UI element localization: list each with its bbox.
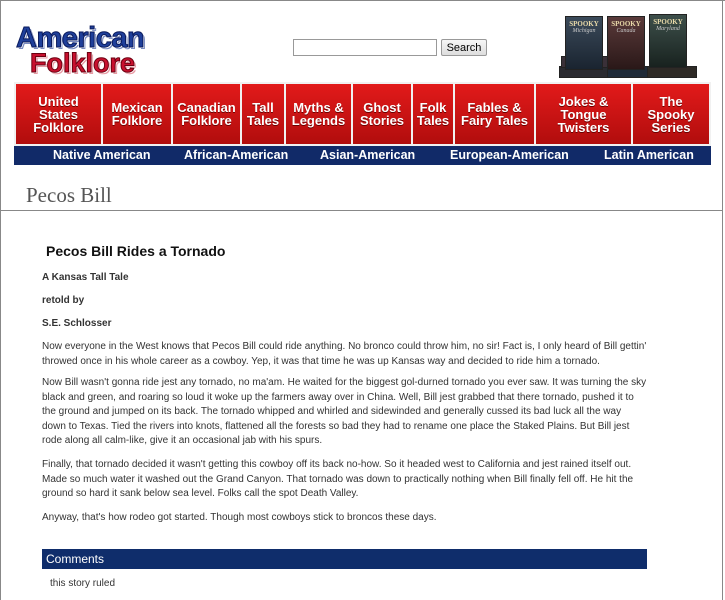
nav-tall-tales[interactable]: Tall Tales bbox=[242, 84, 284, 144]
search-button[interactable]: Search bbox=[441, 39, 487, 56]
comment-item: this story ruled bbox=[50, 578, 116, 589]
sub-nav bbox=[14, 146, 711, 165]
nav-fables-fairy-tales[interactable]: Fables & Fairy Tales bbox=[455, 84, 534, 144]
comments-label: Comments bbox=[46, 552, 105, 566]
story-retold-by: retold by bbox=[42, 295, 85, 306]
book-cover bbox=[649, 14, 687, 68]
logo-folklore: Folklore bbox=[30, 48, 136, 78]
subnav-latin-american[interactable]: Latin American bbox=[604, 148, 694, 162]
story-title: Pecos Bill Rides a Tornado bbox=[46, 243, 226, 259]
book-subtitle: Canada bbox=[616, 28, 636, 34]
comments-header bbox=[42, 549, 647, 569]
subnav-native-american[interactable]: Native American bbox=[53, 148, 151, 162]
nav-folk-tales[interactable]: Folk Tales bbox=[413, 84, 453, 144]
nav-spooky-series[interactable]: The Spooky Series bbox=[633, 84, 709, 144]
story-author: S.E. Schlosser bbox=[42, 318, 112, 329]
story-paragraph: Now Bill wasn't gonna ride jest any tornado, no ma'am. He waited for the biggest gol-durned tornado you ever saw. It was turning the sky black and green, and roaring so loud it woke up the farmers away over in China. Well, Bill jest grabbed that there tornado, pushed it to the ground and jumped on its back. The tornado whipped and whirled and sidewinded and generally cussed its bad luck all the way down to Texas. Tied the rivers into knots, flattened all the forests so bad they had to rename one place the Staked Plains. But Bill jest rode along all calm-like, give it an occasional jab with his spurs. bbox=[42, 377, 647, 446]
main-nav bbox=[14, 82, 711, 146]
story-paragraph: Finally, that tornado decided it wasn't getting this cowboy off its back no-how. So it headed west to California and jest rained itself out. Made so much water it washed out the Grand Canyon. That tornado was down to practically nothing when Bill finally fell off. He hit the ground so hard it sank below sea level. Folks call the spot Death Valley. bbox=[42, 459, 634, 499]
book-title: SPOOKY bbox=[569, 20, 599, 28]
subnav-european-american[interactable]: European-American bbox=[450, 148, 569, 162]
book-title: SPOOKY bbox=[611, 20, 641, 28]
book-cover bbox=[607, 16, 645, 70]
book-title: SPOOKY bbox=[653, 18, 683, 26]
page-title: Pecos Bill bbox=[26, 183, 112, 207]
search-input[interactable] bbox=[293, 39, 437, 56]
subnav-african-american[interactable]: African-American bbox=[184, 148, 289, 162]
site-logo[interactable] bbox=[16, 22, 166, 78]
nav-ghost-stories[interactable]: Ghost Stories bbox=[353, 84, 411, 144]
nav-jokes-tongue-twisters[interactable]: Jokes & Tongue Twisters bbox=[536, 84, 631, 144]
title-divider bbox=[1, 210, 722, 211]
story-subtitle: A Kansas Tall Tale bbox=[42, 272, 129, 283]
story-paragraph: Anyway, that's how rodeo got started. Though most cowboys stick to broncos these days. bbox=[42, 512, 437, 523]
book-subtitle: Michigan bbox=[572, 28, 596, 34]
spooky-books-promo[interactable] bbox=[557, 14, 699, 82]
logo-american: American bbox=[16, 22, 145, 54]
nav-myths-legends[interactable]: Myths & Legends bbox=[286, 84, 351, 144]
book-subtitle: Maryland bbox=[656, 26, 680, 32]
book-cover bbox=[565, 16, 603, 70]
nav-mexican-folklore[interactable]: Mexican Folklore bbox=[103, 84, 171, 144]
nav-united-states-folklore[interactable]: United States Folklore bbox=[16, 84, 101, 144]
subnav-asian-american[interactable]: Asian-American bbox=[320, 148, 416, 162]
story-paragraph: Now everyone in the West knows that Pecos Bill could ride anything. No bronco could throw him, no sir! Fact is, I only heard of Bill gettin' throwed once in his whole career as a cowboy. Yep, it was that time he was up Kansas way and decided to ride him a tornado. bbox=[42, 341, 647, 367]
nav-canadian-folklore[interactable]: Canadian Folklore bbox=[173, 84, 240, 144]
